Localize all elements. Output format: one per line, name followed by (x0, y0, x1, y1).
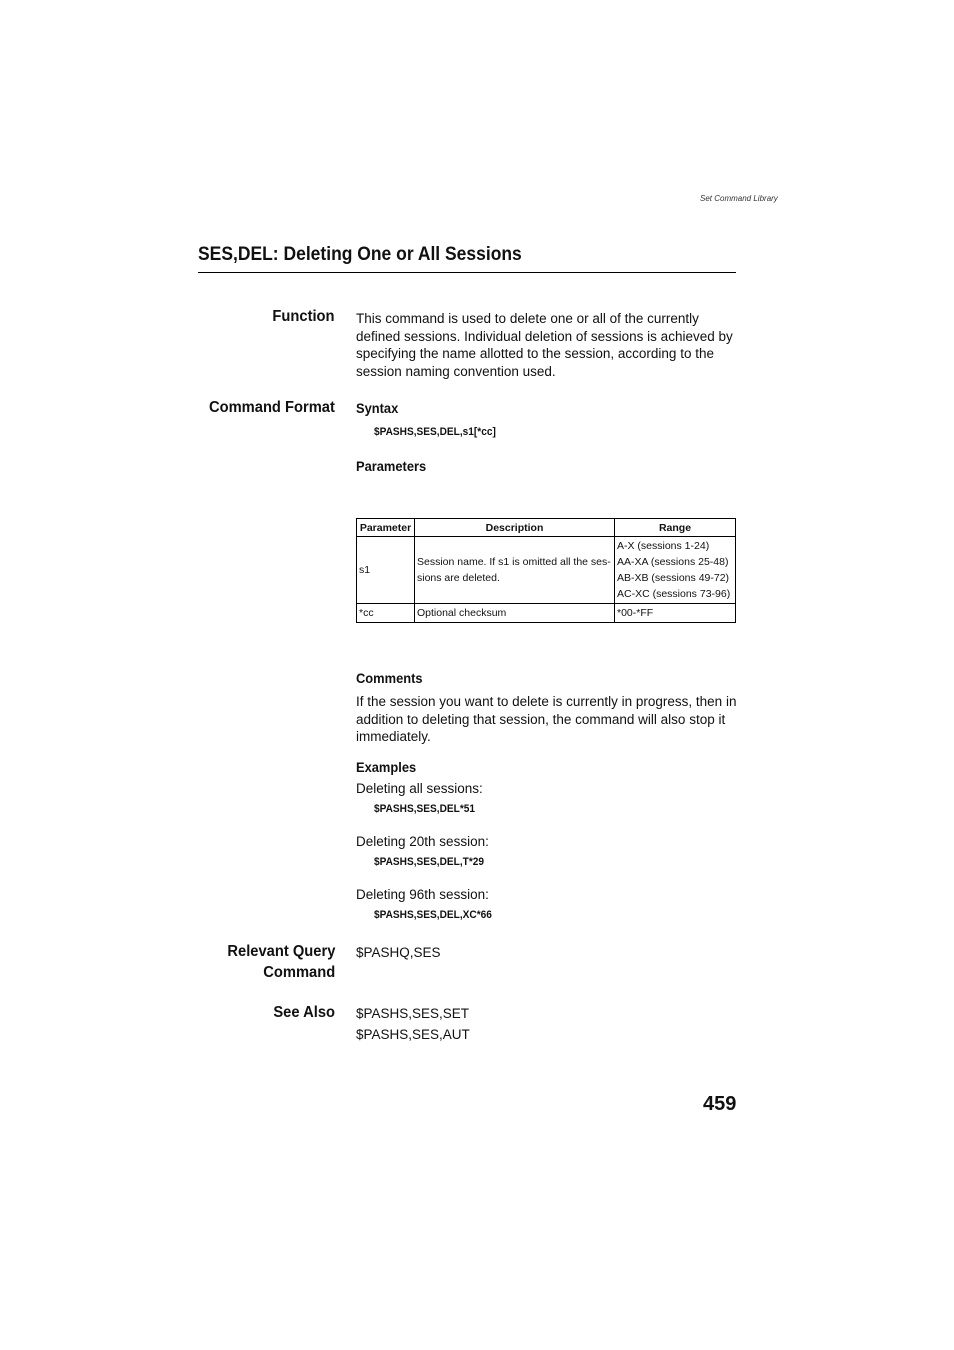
table-row (357, 604, 736, 623)
column-header: Range (615, 519, 736, 537)
parameter-cell: s1 (357, 537, 415, 604)
examples-heading: Examples (356, 759, 417, 775)
see-also-item: $PASHS,SES,SET (356, 1006, 470, 1021)
page-title: SES,DEL: Deleting One or All Sessions (198, 244, 522, 265)
syntax-heading: Syntax (356, 400, 399, 416)
command-format-heading: Command Format (209, 399, 335, 416)
table-row (357, 537, 736, 604)
example-code: $PASHS,SES,DEL,XC*66 (374, 909, 492, 921)
example-label: Deleting 20th session: (356, 834, 489, 849)
see-also-item: $PASHS,SES,AUT (356, 1027, 470, 1042)
range-line: AC-XC (sessions 73-96) (617, 588, 731, 600)
function-text: This command is used to delete one or all of the currently defined sessions. Individual deletion of sessions is achieved by specifying the name allotted to the session, according to the session naming convention used. (356, 311, 733, 379)
column-header: Parameter (357, 519, 415, 537)
range-line: A-X (sessions 1-24) (617, 540, 710, 552)
column-header: Description (415, 519, 615, 537)
description-cell: Optional checksum (415, 604, 615, 623)
range-line: *00-*FF (617, 607, 654, 619)
range-line: AB-XB (sessions 49-72) (617, 572, 730, 584)
description-cell: Session name. If s1 is omitted all the ses-sions are deleted. (415, 537, 615, 604)
comments-heading: Comments (356, 670, 423, 686)
range-line: AA-XA (sessions 25-48) (617, 556, 729, 568)
function-heading: Function (272, 308, 335, 325)
title-divider (198, 272, 736, 273)
example-label: Deleting all sessions: (356, 781, 483, 796)
comments-text: If the session you want to delete is currently in progress, then in addition to deleting that session, the command will also stop it immediately. (356, 694, 737, 744)
example-code: $PASHS,SES,DEL*51 (374, 803, 476, 815)
parameters-heading: Parameters (356, 458, 427, 474)
relevant-query-value: $PASHQ,SES (356, 945, 441, 960)
parameters-table (356, 518, 736, 623)
see-also-heading: See Also (273, 1004, 335, 1021)
table-header-row (357, 519, 736, 537)
range-cell (615, 604, 736, 623)
syntax-code: $PASHS,SES,DEL,s1[*cc] (374, 426, 496, 438)
page-number: 459 (703, 1093, 737, 1115)
running-head: Set Command Library (700, 194, 778, 203)
relevant-query-heading-line2: Command (263, 964, 335, 981)
example-code: $PASHS,SES,DEL,T*29 (374, 856, 485, 868)
relevant-query-heading: Relevant Query (227, 943, 335, 960)
parameter-cell: *cc (357, 604, 415, 623)
range-cell (615, 537, 736, 604)
example-label: Deleting 96th session: (356, 887, 489, 902)
